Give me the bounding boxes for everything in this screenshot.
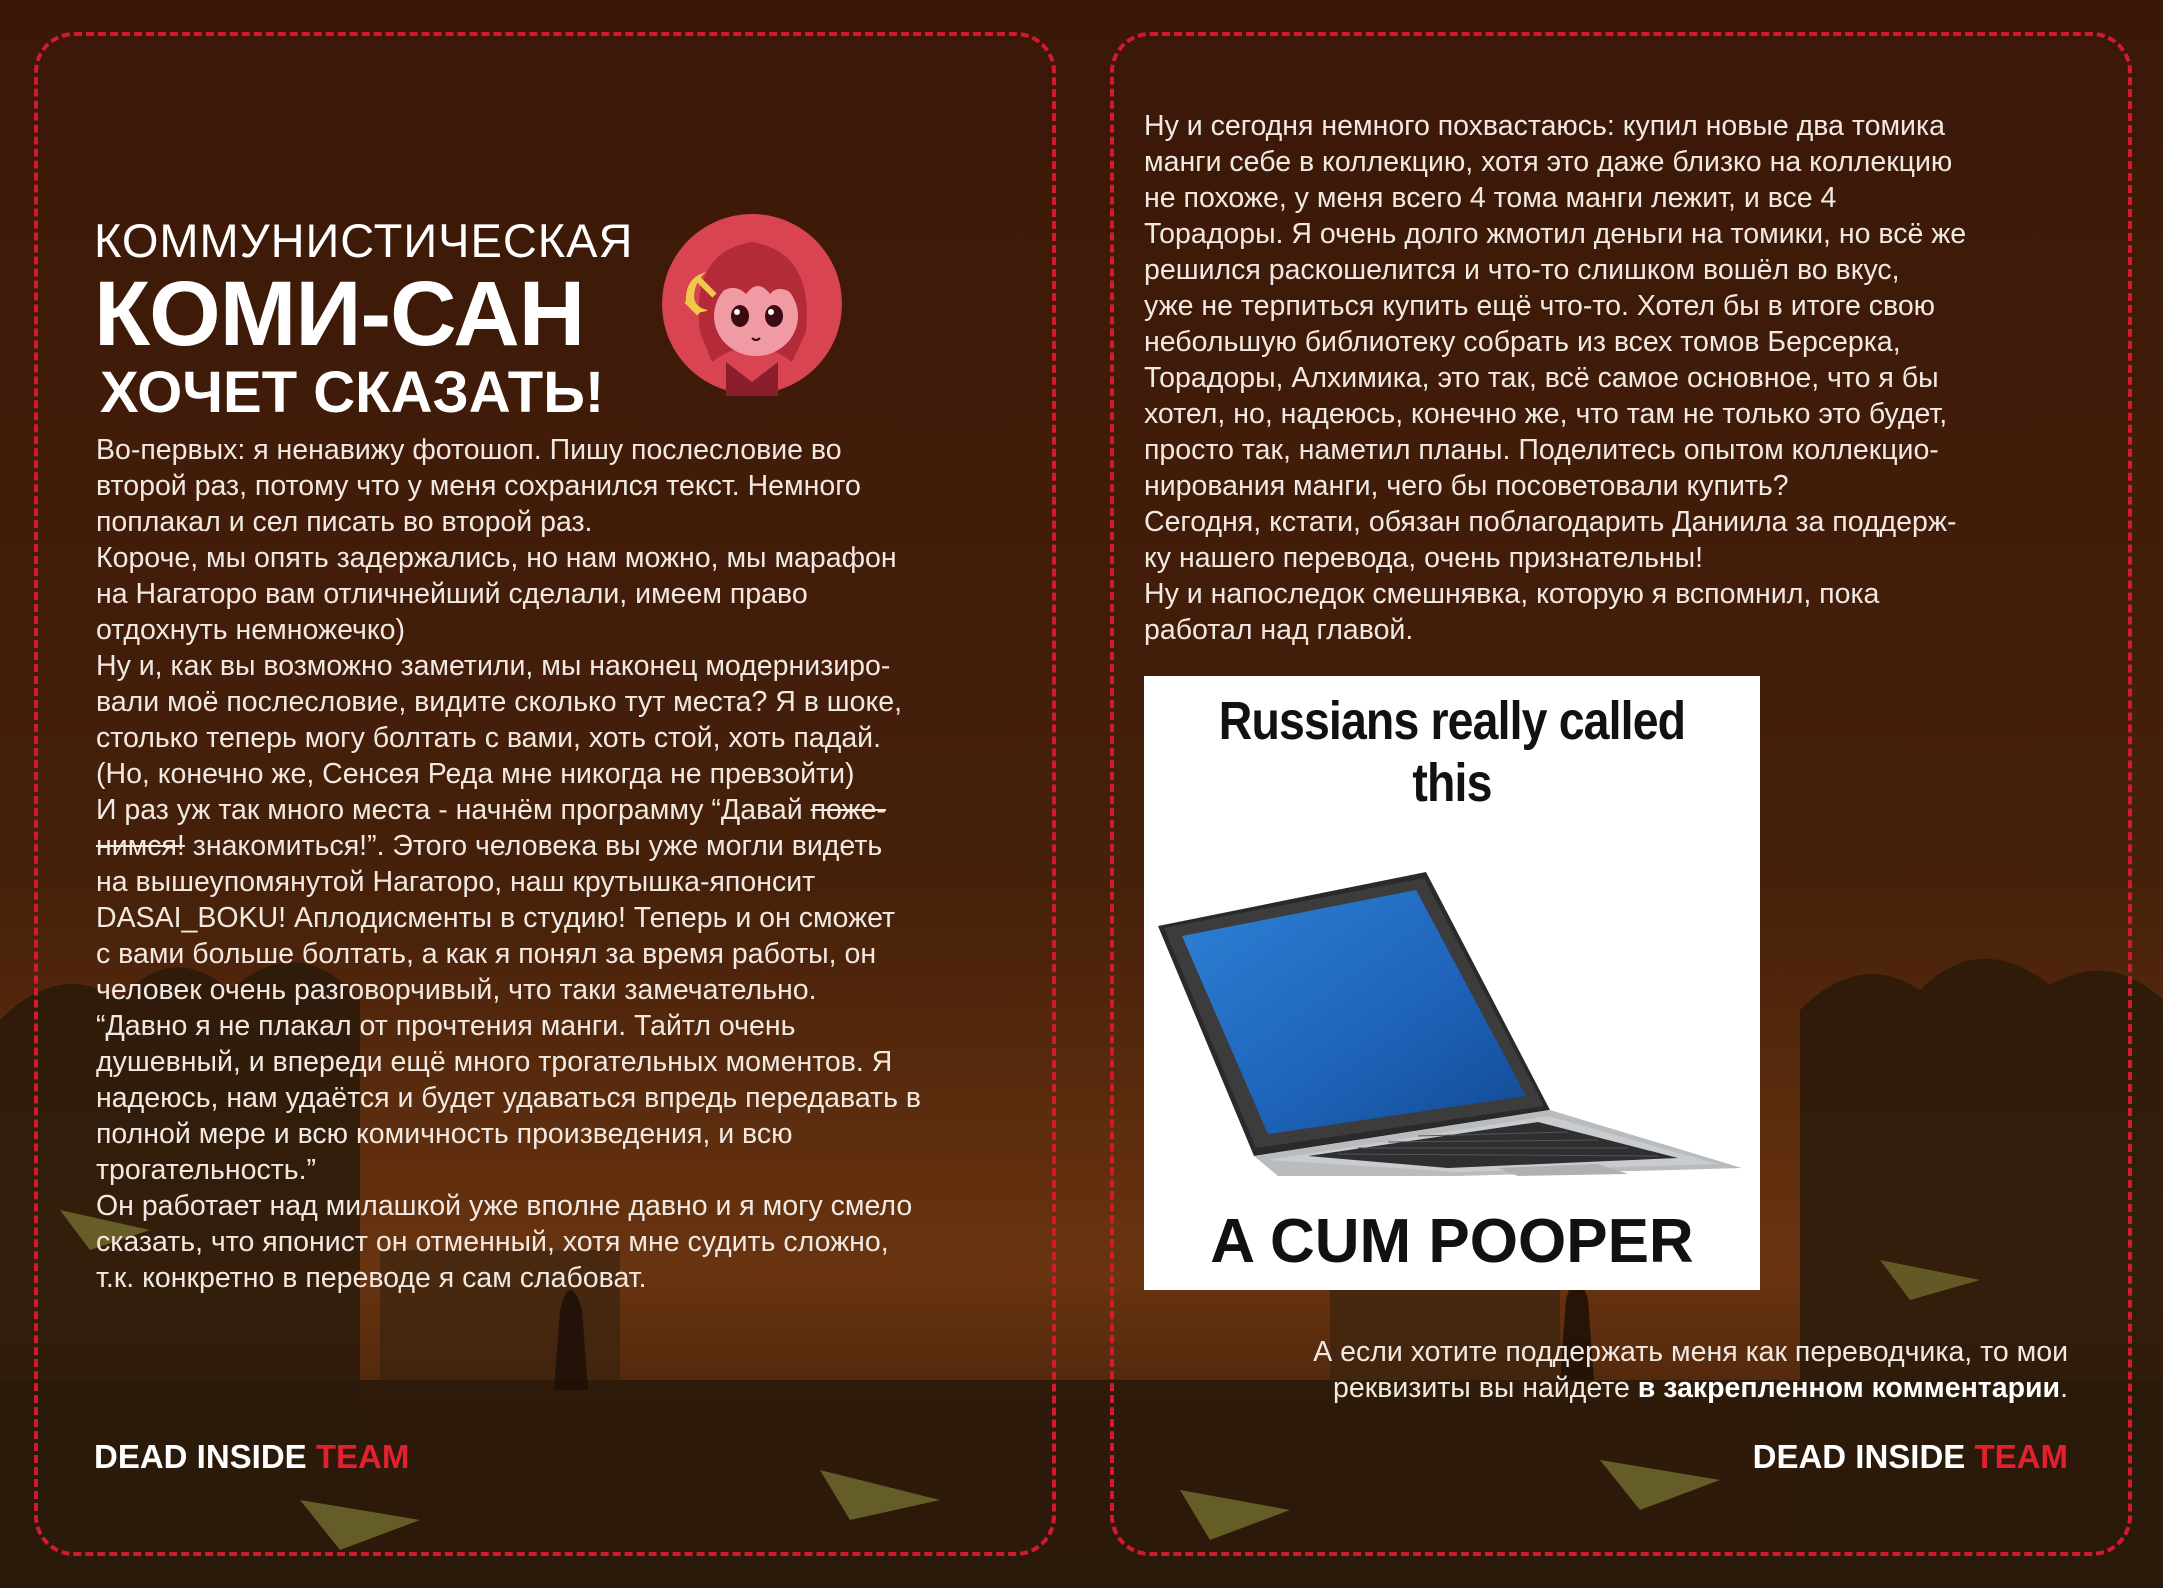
meme-top-caption: Russians really called this <box>1218 691 1686 813</box>
text-line: Он работает над милашкой уже вполне давно и я могу смело <box>96 1190 913 1222</box>
support-line-1: А если хотите поддержать меня как переводчика, то мои <box>1313 1336 2068 1368</box>
strikethrough-text: поже- <box>810 794 886 826</box>
title-line-3: ХОЧЕТ СКАЗАТЬ! <box>100 360 605 425</box>
meme-bottom-caption: A CUM POOPER <box>1210 1207 1694 1276</box>
text-line: с вами больше болтать, а как я понял за время работы, он <box>96 938 877 970</box>
text-line: сказать, что японист он отменный, хотя мне судить сложно, <box>96 1226 889 1258</box>
brand-accent: TEAM <box>315 1438 410 1475</box>
text-line: второй раз, потому что у меня сохранился текст. Немного <box>96 470 861 502</box>
text-line: решился раскошелится и что-то слишком вошёл во вкус, <box>1144 254 1900 286</box>
text-line: отдохнуть немножечко) <box>96 614 405 646</box>
strikethrough-text: нимся! <box>96 830 185 862</box>
brand-main: DEAD INSIDE <box>1752 1438 1975 1475</box>
text-line: Сегодня, кстати, обязан поблагодарить Даниила за поддерж- <box>1144 506 1957 538</box>
text-line: не похоже, у меня всего 4 тома манги лежит, и все 4 <box>1144 182 1837 214</box>
text-line: Во-первых: я ненавижу фотошоп. Пишу послесловие во <box>96 434 842 466</box>
text-line: хотел, но, надеюсь, конечно же, что там не только это будет, <box>1144 398 1948 430</box>
meme-image <box>1144 676 1760 1290</box>
left-afterword-text <box>96 432 1046 1296</box>
laptop-image <box>1158 776 1748 1176</box>
text-line: Торадоры. Я очень долго жмотил деньги на томики, но всё же <box>1144 218 1967 250</box>
text-line: надеюсь, нам удаётся и будет удаваться впредь передавать в <box>96 1082 922 1114</box>
right-afterword-text <box>1144 108 2084 648</box>
text-line: на вышеупомянутой Нагаторо, наш крутышка-японсит <box>96 866 816 898</box>
text-line: (Но, конечно же, Сенсея Реда мне никогда не превзойти) <box>96 758 855 790</box>
team-brand-right <box>1753 1438 2068 1476</box>
text-line: Ну и, как вы возможно заметили, мы наконец модернизиро- <box>96 650 891 682</box>
support-line-2 <box>1168 1370 2068 1406</box>
text-line: полной мере и всю комичность произведения, и всю <box>96 1118 793 1150</box>
pinned-comment-link: в закрепленном комментарии <box>1637 1372 2061 1404</box>
text-line: нирования манги, чего бы посоветовали купить? <box>1144 470 1789 502</box>
title-line-2: КОМИ-САН <box>94 263 585 365</box>
text-line: вали моё послесловие, видите сколько тут места? Я в шоке, <box>96 686 903 718</box>
support-line-2-prefix: реквизиты вы найдете <box>1333 1372 1638 1404</box>
text-line: небольшую библиотеку собрать из всех томов Берсерка, <box>1144 326 1901 358</box>
text-line: просто так, наметил планы. Поделитесь опытом коллекцио- <box>1144 434 1939 466</box>
text-line: человек очень разговорчивый, что таки замечательно. <box>96 974 817 1006</box>
text-line: Короче, мы опять задержались, но нам можно, мы марафон <box>96 542 897 574</box>
support-note <box>1168 1334 2068 1406</box>
text-segment: знакомиться!”. Этого человека вы уже могли видеть <box>184 830 883 862</box>
team-brand-left <box>94 1438 409 1476</box>
text-line <box>96 792 1046 828</box>
text-line: душевный, и впереди ещё много трогательных моментов. Я <box>96 1046 893 1078</box>
text-segment: И раз уж так много места - начнём программу “Давай <box>96 794 811 826</box>
text-line: “Давно я не плакал от прочтения манги. Тайтл очень <box>96 1010 796 1042</box>
brand-main: DEAD INSIDE <box>94 1438 316 1475</box>
text-line: DASAI_BOKU! Аплодисменты в студию! Теперь и он сможет <box>96 902 896 934</box>
text-line: трогательность.” <box>96 1154 317 1186</box>
brand-accent: TEAM <box>1974 1438 2068 1475</box>
komi-san-avatar-icon <box>660 212 844 396</box>
text-line: т.к. конкретно в переводе я сам слабоват. <box>96 1262 647 1294</box>
text-line: работал над главой. <box>1144 614 1414 646</box>
page-title <box>94 214 654 426</box>
text-line: на Нагаторо вам отличнейший сделали, имеем право <box>96 578 808 610</box>
support-line-2-suffix: . <box>2060 1372 2068 1404</box>
text-line: Торадоры, Алхимика, это так, всё самое основное, что я бы <box>1144 362 1939 394</box>
title-line-1: КОММУНИСТИЧЕСКАЯ <box>94 214 634 267</box>
text-line <box>96 828 1046 864</box>
text-line: уже не терпиться купить ещё что-то. Хотел бы в итоге свою <box>1144 290 1936 322</box>
text-line: столько теперь могу болтать с вами, хоть стой, хоть падай. <box>96 722 882 754</box>
text-line: Ну и напоследок смешнявка, которую я вспомнил, пока <box>1144 578 1880 610</box>
text-line: ку нашего перевода, очень признательны! <box>1144 542 1704 574</box>
text-line: Ну и сегодня немного похвастаюсь: купил новые два томика <box>1144 110 1945 142</box>
text-line: поплакал и сел писать во второй раз. <box>96 506 593 538</box>
text-line: манги себе в коллекцию, хотя это даже близко на коллекцию <box>1144 146 1953 178</box>
